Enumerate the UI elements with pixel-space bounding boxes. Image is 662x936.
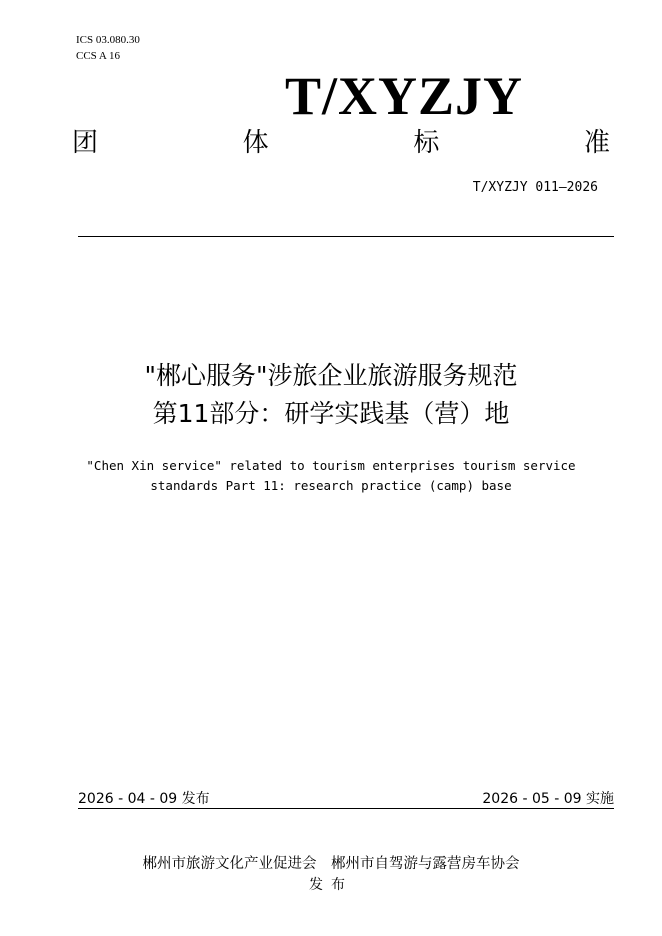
english-title-line-1: "Chen Xin service" related to tourism enterprises tourism service xyxy=(86,458,576,473)
header-divider xyxy=(78,236,614,237)
english-title-line-2: standards Part 11: research practice (camp) base xyxy=(150,478,512,493)
footer-divider xyxy=(78,808,614,809)
ccs-code: CCS A 16 xyxy=(76,50,121,62)
ics-code: ICS 03.080.30 xyxy=(76,34,140,46)
classification-codes xyxy=(76,32,140,64)
kind-char-1: 团 xyxy=(72,128,99,158)
title-line-2: 第11部分：研学实践基（营）地 xyxy=(152,399,510,428)
kind-char-4: 准 xyxy=(583,128,610,158)
kind-char-2: 体 xyxy=(242,128,269,158)
title-line-1: "郴心服务"涉旅企业旅游服务规范 xyxy=(144,361,518,390)
publish-date: 2026 - 04 - 09 发布 xyxy=(78,791,210,807)
standard-kind xyxy=(72,126,610,160)
issued-label: 发布 xyxy=(309,877,353,893)
publishing-organizations: 郴州市旅游文化产业促进会 郴州市自驾游与露营房车协会 xyxy=(142,856,520,872)
standard-logo: T/XYZJY xyxy=(285,66,524,126)
kind-char-3: 标 xyxy=(413,128,440,158)
implement-date: 2026 - 05 - 09 实施 xyxy=(482,791,614,807)
standard-number: T/XYZJY 011—2026 xyxy=(472,180,598,195)
